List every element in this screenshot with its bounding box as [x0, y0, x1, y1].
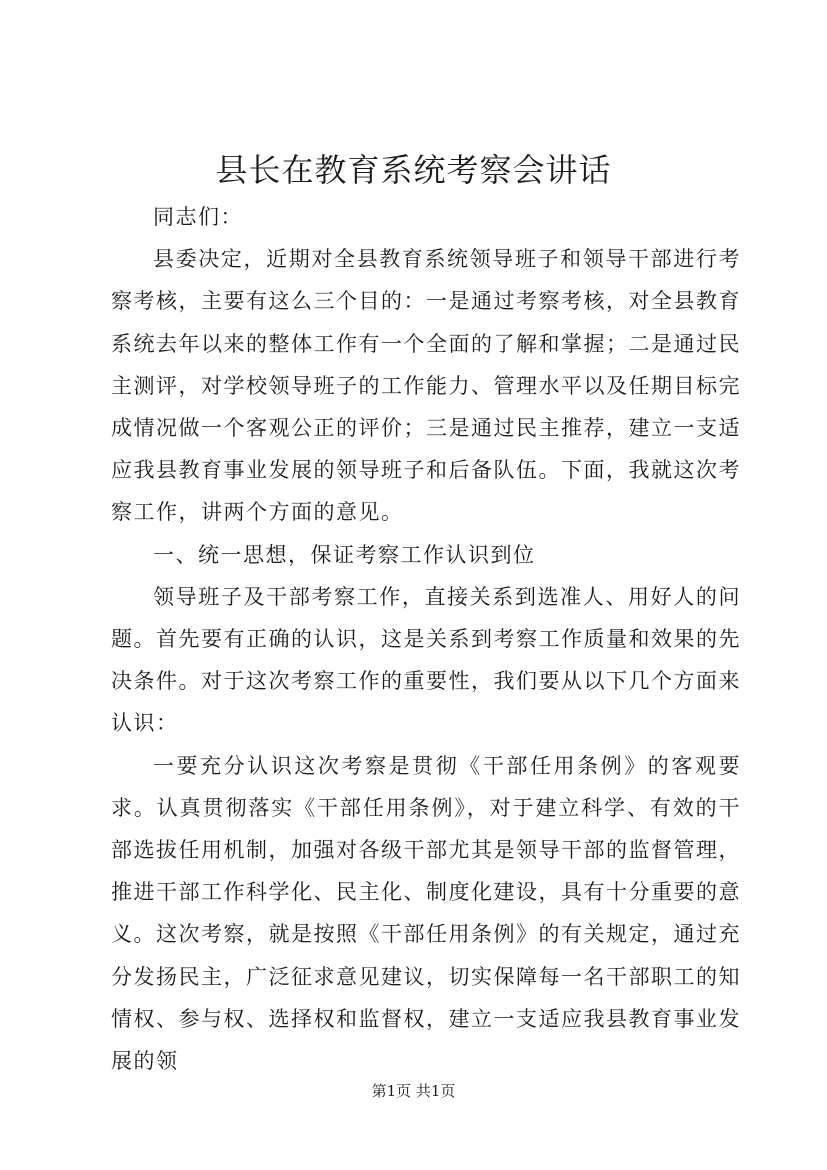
document-title: 县长在教育系统考察会讲话	[215, 151, 612, 189]
body-paragraph: 一要充分认识这次考察是贯彻《干部任用条例》的客观要求。认真贯彻落实《干部任用条例》，对于建立科学、有效的干部选拔任用机制，加强对各级干部尤其是领导干部的监督管理，推进干部工作科学化、民主化、制度化建设，具有十分重要的意义。这次考察，就是按照《干部任用条例》的有关规定，通过充分发扬民主，广泛征求意见建议，切实保障每一名干部职工的知情权、参与权、选择权和监督权，建立一支适应我县教育事业发展的领	[111, 753, 741, 1074]
salutation-paragraph: 同志们：	[153, 205, 243, 229]
document-body	[111, 196, 741, 1082]
body-paragraph: 领导班子及干部考察工作，直接关系到选准人、用好人的问题。首先要有正确的认识，这是关系到考察工作质量和效果的先决条件。对于这次考察工作的重要性，我们要从以下几个方面来认识：	[111, 584, 741, 736]
body-paragraph: 县委决定，近期对全县教育系统领导班子和领导干部进行考察考核，主要有这么三个目的：一是通过考察考核，对全县教育系统去年以来的整体工作有一个全面的了解和掌握；二是通过民主测评，对学校领导班子的工作能力、管理水平以及任期目标完成情况做一个客观公正的评价；三是通过民主推荐，建立一支适应我县教育事业发展的领导班子和后备队伍。下面，我就这次考察工作，讲两个方面的意见。	[111, 247, 741, 525]
page-number-footer: 第1页 共1页	[371, 1082, 456, 1100]
section-heading: 一、统一思想，保证考察工作认识到位	[153, 542, 536, 567]
